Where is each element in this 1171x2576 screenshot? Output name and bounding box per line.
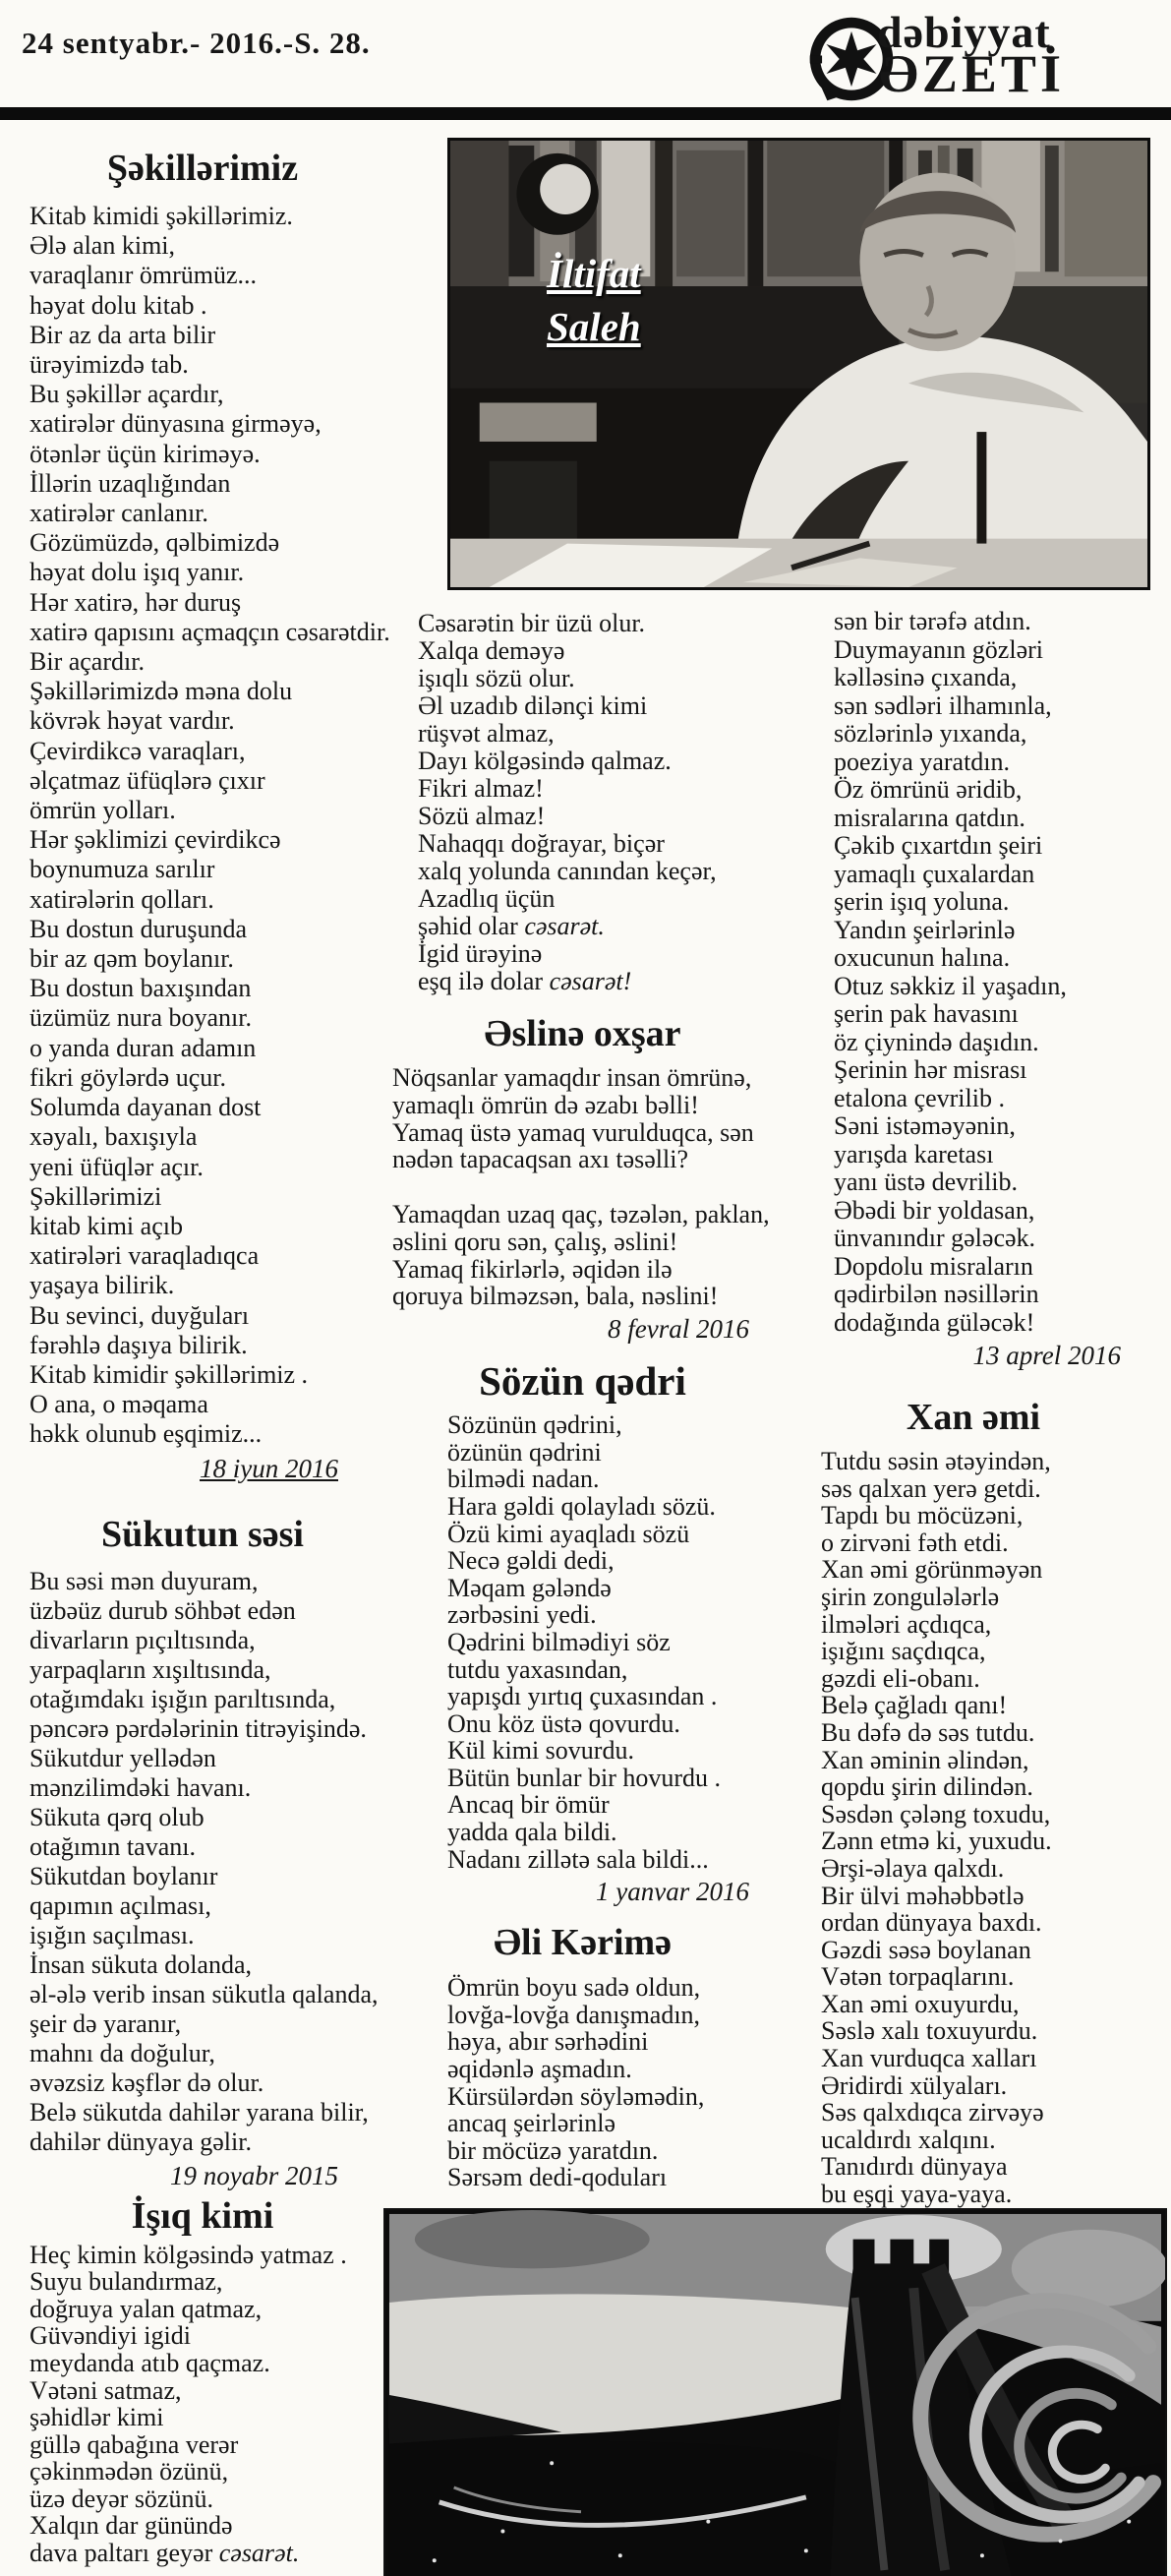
poem-line: Çəkib çıxartdın şeiri bbox=[834, 831, 1043, 860]
poem-line: Sükuta qərq olub bbox=[29, 1802, 205, 1831]
poem-line: Tutdu səsin ətəyindən, bbox=[821, 1447, 1051, 1475]
poem-line: Bu şəkillər açardır, bbox=[29, 380, 224, 409]
poem-line: xəyalı, baxışıyla bbox=[29, 1122, 198, 1152]
poem-line: Öz ömrünü əridib, bbox=[834, 775, 1023, 804]
middle-column bbox=[388, 608, 777, 2191]
poem-line: meydanda atıb qaçmaz. bbox=[29, 2348, 270, 2377]
poem-line: eşq ilə dolar cəsarət! bbox=[418, 967, 632, 995]
poem-line: Zənn etmə ki, yuxudu. bbox=[821, 1827, 1052, 1856]
poem-line: bilmədi nadan. bbox=[447, 1465, 600, 1494]
photo-caption-name-line1: İltifat bbox=[547, 251, 641, 296]
poem-line: zərbəsini yedi. bbox=[447, 1600, 597, 1630]
poem-line: ötənlər üçün kiriməyə. bbox=[29, 439, 261, 468]
poem-line: Solumda dayanan dost bbox=[29, 1093, 262, 1122]
poem-line: xatirə qapısını açmaqçın cəsarətdir. bbox=[29, 617, 390, 646]
poem-line: ordan dünyaya baxdı. bbox=[821, 1908, 1042, 1938]
poem-line: Hər xatirə, hər duruş bbox=[29, 587, 242, 617]
poem-line: İllərin uzaqlığından bbox=[29, 468, 231, 498]
bottom-artwork-image bbox=[385, 2210, 1165, 2576]
poem-date: 13 aprel 2016 bbox=[972, 1341, 1121, 1370]
poem-line: Əridirdi xülyaları. bbox=[821, 2070, 1008, 2100]
poem-line: əslini qoru sən, çalış, əslini! bbox=[392, 1227, 678, 1256]
poem-line: O ana, o məqama bbox=[29, 1390, 208, 1419]
poem-title: Sükutun səsi bbox=[101, 1513, 304, 1555]
poem-section bbox=[18, 1512, 387, 2191]
poem-line: İgid ürəyinə bbox=[418, 939, 543, 968]
poem-line: ancaq şeirlərinlə bbox=[447, 2109, 616, 2138]
poem-line: öz çiynində daşıdın. bbox=[834, 1027, 1039, 1056]
poem-line: Səni istəməyənin, bbox=[834, 1111, 1016, 1140]
poem-line: Suyu bulandırmaz, bbox=[29, 2267, 223, 2297]
poem-line: Sözünün qədrini, bbox=[447, 1410, 622, 1440]
poem-line: Xan əmi görünməyən bbox=[821, 1555, 1043, 1585]
poem-line: yadda qala bildi. bbox=[447, 1818, 617, 1847]
poem-line: Bu dostun duruşunda bbox=[29, 914, 247, 943]
poem-line: ömrün yolları. bbox=[29, 796, 176, 825]
poem-title: Sözün qədri bbox=[479, 1358, 686, 1405]
poem-line: Bu sevinci, duyğuları bbox=[29, 1300, 250, 1330]
poem-line: Xan əminin əlindən, bbox=[821, 1745, 1029, 1774]
poem-line: Özü kimi ayaqladı sözü bbox=[447, 1519, 690, 1548]
poem-line: Gəzdi səsə boylanan bbox=[821, 1935, 1031, 1964]
poem-line: ilmələri açdıqca, bbox=[821, 1609, 992, 1639]
poem-line: Belə sükutda dahilər yarana bilir, bbox=[29, 2097, 369, 2127]
poem-line bbox=[388, 1173, 777, 1201]
poem-line: güllə qabağına verər bbox=[29, 2429, 239, 2459]
poem-line: bir az qəm boylanır. bbox=[29, 944, 234, 974]
poem-line: çəkinmədən özünü, bbox=[29, 2457, 229, 2486]
poem-line: ucaldırdı xalqını. bbox=[821, 2125, 996, 2154]
poem-line: Belə çağladı qanı! bbox=[821, 1691, 1008, 1720]
poem-line: Xalqın dar günündə bbox=[29, 2511, 233, 2541]
poem-line: Dayı kölgəsində qalmaz. bbox=[418, 747, 672, 775]
poem-line: yeni üfüqlər açır. bbox=[29, 1152, 204, 1181]
poem-title: Şəkillərimiz bbox=[106, 148, 299, 189]
poem-line: Dopdolu misraların bbox=[834, 1251, 1033, 1281]
poem-line: Bir az da arta bilir bbox=[29, 320, 216, 349]
poem-line: yaşaya bilirik. bbox=[29, 1271, 175, 1300]
poem-section bbox=[388, 610, 777, 995]
poem-line: üzümüz nura boyanır. bbox=[29, 1003, 252, 1033]
poem-line: Əbədi bir yoldasan, bbox=[834, 1195, 1035, 1225]
logo-word-debiyyat: dəbiyyat bbox=[877, 7, 1051, 57]
poem-line: tutdu yaxasından, bbox=[447, 1654, 628, 1684]
poem-line: fərəhlə daşıya bilirik. bbox=[29, 1330, 248, 1359]
poet-photo bbox=[447, 138, 1150, 590]
poem-line: nədən tapacaqsan axı təsəlli? bbox=[392, 1145, 689, 1174]
poem-line: Səslə xalı toxuyurdu. bbox=[821, 2016, 1038, 2046]
poem-line: həya, abır sərhədini bbox=[447, 2027, 649, 2057]
poem-line: boynumuza sarılır bbox=[29, 855, 215, 884]
poem-line: Vətən torpaqlarını. bbox=[821, 1962, 1015, 1992]
poem-line: ürəyimizdə tab. bbox=[29, 350, 189, 380]
poem-line: poeziya yaratdın. bbox=[834, 747, 1011, 776]
poem-line: əqidənlə aşmadın. bbox=[447, 2055, 632, 2084]
poem-line: yanı üstə devrilib. bbox=[834, 1168, 1019, 1196]
poem-line: səs qalxan yerə getdi. bbox=[821, 1473, 1041, 1503]
poem-line: Hara gəldi qolayladı sözü. bbox=[447, 1491, 716, 1521]
poem-line: fikri göylərdə uçur. bbox=[29, 1062, 226, 1092]
poem-line: misralarına qatdın. bbox=[834, 803, 1025, 832]
poem-line: Fikri almaz! bbox=[418, 774, 544, 803]
poem-line: Məqam gələndə bbox=[447, 1573, 612, 1602]
poem-line: rüşvət almaz, bbox=[418, 719, 555, 748]
poem-line: əvəzsiz kəşflər də olur. bbox=[29, 2067, 264, 2097]
poem-line: xatirələrin qolları. bbox=[29, 884, 214, 914]
poem-line: bu eşqi yaya-yaya. bbox=[821, 2180, 1013, 2209]
poem-line: şirin zongulələrlə bbox=[821, 1582, 1000, 1611]
poem-line: Yamaq üstə yamaq vurulduqca, sən bbox=[392, 1117, 754, 1147]
issue-date: 24 sentyabr.- 2016.-S. 28. bbox=[22, 26, 371, 60]
poem-line: xatirələr canlanır. bbox=[29, 499, 208, 528]
poem-line: Yamaq fikirlərlə, əqidən ilə bbox=[392, 1254, 673, 1284]
poem-line: Nadanı zillətə sala bildi... bbox=[447, 1844, 709, 1874]
poem-line: etalona çevrilib . bbox=[834, 1083, 1005, 1112]
poem-line: yarpaqların xışıltısında, bbox=[29, 1654, 271, 1684]
poem-line: Xan vurduqca xalları bbox=[821, 2044, 1037, 2073]
poem-line: Şəkillərimizdə məna dolu bbox=[29, 677, 293, 706]
poem-line: gəzdi eli-obanı. bbox=[821, 1663, 980, 1693]
poem-line: oxucunun halına. bbox=[834, 943, 1011, 972]
poem-line: Tanıdırdı dünyaya bbox=[821, 2152, 1008, 2182]
poem-line: şəhidlər kimi bbox=[29, 2403, 164, 2432]
poem-line: xalq yolunda canından keçər, bbox=[418, 857, 717, 885]
poem-line: Duymayanın gözləri bbox=[834, 634, 1043, 664]
poem-line: doğruya yalan qatmaz, bbox=[29, 2294, 263, 2323]
left-column bbox=[18, 138, 390, 2568]
poem-line: Kitab kimidir şəkillərimiz . bbox=[29, 1359, 309, 1389]
poem-line: yamaqlı ömrün də əzabı bəlli! bbox=[392, 1090, 699, 1119]
poem-section bbox=[777, 608, 1170, 1371]
poem-line: həyat dolu kitab . bbox=[29, 290, 207, 320]
photo-caption bbox=[547, 247, 641, 353]
poem-line: Sükutdan boylanır bbox=[29, 1861, 218, 1890]
poem-line: Şerinin hər misrası bbox=[834, 1055, 1027, 1084]
poem-line: otağımdakı işığın parıltısında, bbox=[29, 1684, 336, 1713]
poem-line: mənzilimdəki havanı. bbox=[29, 1772, 252, 1802]
poem-line: Kül kimi sovurdu. bbox=[447, 1736, 634, 1766]
poem-line: xatirələri varaqladıqca bbox=[29, 1241, 260, 1271]
poem-line: yamaqlı çuxalardan bbox=[834, 859, 1035, 888]
poem-title: Xan əmi bbox=[906, 1397, 1041, 1438]
poem-line: Kitab kimidi şəkillərimiz. bbox=[29, 202, 293, 230]
poem-line: bir möcüzə yaratdın. bbox=[447, 2135, 659, 2165]
poem-line: yarışda karetası bbox=[834, 1139, 994, 1168]
poem-line: dava paltarı geyər cəsarət. bbox=[29, 2539, 300, 2568]
poem-line: yapışdı yırtıq çuxasından . bbox=[447, 1682, 718, 1711]
logo-word-qezeti: ƏZETİ bbox=[879, 44, 1065, 103]
poem-title: Əslinə oxşar bbox=[484, 1013, 681, 1054]
poem-title: İşıq kimi bbox=[131, 2194, 274, 2237]
poem-line: lovğa-lovğa danışmadın, bbox=[447, 2000, 701, 2029]
poem-line: Sözü almaz! bbox=[418, 802, 546, 830]
poem-line: mahnı da doğulur, bbox=[29, 2038, 215, 2067]
poem-line: Qədrini bilmədiyi söz bbox=[447, 1627, 671, 1656]
poem-line: əlçatmaz üfüqlərə çıxır bbox=[29, 765, 265, 795]
poem-line: xatirələr dünyasına girməyə, bbox=[29, 409, 322, 439]
poem-line: həyat dolu işıq yanır. bbox=[29, 558, 245, 587]
poem-line: Səs qalxdıqca zirvəyə bbox=[821, 2098, 1044, 2127]
poem-line: şeir də yaranır, bbox=[29, 2008, 182, 2038]
poem-line: Necə gəldi dedi, bbox=[447, 1546, 615, 1576]
poem-line: Onu köz üstə qovurdu. bbox=[447, 1708, 680, 1738]
right-column bbox=[777, 608, 1170, 2243]
poem-line: sən sədləri ilhamınla, bbox=[834, 690, 1052, 720]
poem-line: əl-ələ verib insan sükutla qalanda, bbox=[29, 1979, 379, 2008]
poem-line: özünün qədrini bbox=[447, 1437, 602, 1467]
poem-section bbox=[388, 1358, 777, 1907]
poem-date: 8 fevral 2016 bbox=[608, 1314, 749, 1345]
poem-line: şerin pak havasını bbox=[834, 999, 1019, 1028]
poem-section bbox=[18, 146, 390, 1484]
poem-section bbox=[388, 1920, 777, 2191]
poem-section bbox=[388, 1011, 777, 1345]
poem-line: Otuz səkkiz il yaşadın, bbox=[834, 971, 1067, 1000]
poem-line: işığın saçılması. bbox=[29, 1920, 195, 1949]
poet-photo-image bbox=[450, 141, 1147, 587]
poem-line: qoruya bilməzsən, bala, nəslini! bbox=[392, 1282, 719, 1311]
poem-date: 1 yanvar 2016 bbox=[596, 1877, 749, 1907]
poem-line: qapımın açılması, bbox=[29, 1890, 211, 1920]
poem-line: Gözümüzdə, qəlbimizdə bbox=[29, 528, 280, 558]
photo-caption-name-line2: Saleh bbox=[547, 304, 641, 349]
poem-line: Vətəni satmaz, bbox=[29, 2375, 182, 2405]
bottom-artwork bbox=[383, 2208, 1167, 2576]
poem-line: Bu dəfə də səs tutdu. bbox=[821, 1717, 1035, 1747]
poem-line: Nöqsanlar yamaqdır insan ömrünə, bbox=[392, 1063, 752, 1092]
poem-line: Xan əmi oxuyurdu, bbox=[821, 1989, 1020, 2018]
poem-line: ünvanındır gələcək. bbox=[834, 1224, 1036, 1252]
poem-line: Ələ alan kimi, bbox=[29, 231, 176, 261]
poem-line: işıqlı sözü olur. bbox=[418, 664, 575, 692]
poem-line: şerin işıq yoluna. bbox=[834, 887, 1010, 916]
poem-line: qopdu şirin dilindən. bbox=[821, 1772, 1033, 1802]
poem-line: Sükutdur yellədən bbox=[29, 1743, 216, 1772]
poem-line: Əl uzadıb dilənçi kimi bbox=[418, 691, 648, 720]
poem-line: üzə deyər sözünü. bbox=[29, 2484, 213, 2513]
poem-date: 18 iyun 2016 bbox=[200, 1453, 338, 1483]
poem-title: Əli Kərimə bbox=[493, 1922, 673, 1964]
poem-line: Azadlıq üçün bbox=[418, 884, 556, 913]
poem-line: Çevirdikcə varaqları, bbox=[29, 736, 246, 765]
poem-line: Yandın şeirlərinlə bbox=[834, 915, 1016, 944]
poem-line: işığını saçdıqca, bbox=[821, 1637, 986, 1666]
poem-line: Xalqa deməyə bbox=[418, 636, 565, 665]
poem-line: Şəkillərimizi bbox=[29, 1181, 162, 1211]
poem-line: Yamaqdan uzaq qaç, təzələn, paklan, bbox=[392, 1199, 770, 1228]
poem-line: Kürsülərdən söyləmədin, bbox=[447, 2081, 705, 2111]
poem-line: varaqlanır ömrümüz... bbox=[29, 261, 258, 290]
poem-line: Sərsəm dedi-qoduları bbox=[447, 2163, 668, 2192]
poem-line: Heç kimin kölgəsində yatmaz . bbox=[29, 2240, 347, 2269]
poem-line: sən bir tərəfə atdın. bbox=[834, 607, 1031, 635]
poem-line: Ömrün boyu sadə oldun, bbox=[447, 1973, 701, 2003]
poem-date: 19 noyabr 2015 bbox=[170, 2160, 338, 2190]
poem-line: Tapdı bu möcüzəni, bbox=[821, 1501, 1024, 1530]
newspaper-logo bbox=[808, 4, 1152, 102]
poem-line: dodağında güləcək! bbox=[834, 1307, 1035, 1337]
poem-line: üzbəüz durub söhbət edən bbox=[29, 1595, 296, 1625]
poem-line: kəlləsinə çıxanda, bbox=[834, 663, 1018, 691]
poem-line: Bir ülvi məhəbbətlə bbox=[821, 1881, 1025, 1910]
poem-line: Cəsarətin bir üzü olur. bbox=[418, 609, 646, 637]
poem-line: o zirvəni fəth etdi. bbox=[821, 1528, 1009, 1557]
poem-line: pəncərə pərdələrinin titrəyişində. bbox=[29, 1713, 367, 1743]
poem-line: kitab kimi açıb bbox=[29, 1211, 183, 1240]
poem-line: otağımın tavanı. bbox=[29, 1831, 196, 1861]
poem-line: Bu səsi mən duyuram, bbox=[29, 1566, 259, 1595]
poem-line: qədirbilən nəsillərin bbox=[834, 1280, 1039, 1308]
header-divider-rule bbox=[0, 107, 1171, 120]
poem-line: sözlərinlə yıxanda, bbox=[834, 719, 1027, 748]
poem-line: Hər şəklimizi çevirdikcə bbox=[29, 825, 281, 855]
poem-section bbox=[777, 1395, 1170, 2243]
poem-section bbox=[18, 2193, 387, 2567]
poem-line: Güvəndiyi igidi bbox=[29, 2321, 191, 2351]
poem-line: Ancaq bir ömür bbox=[447, 1790, 610, 1820]
poem-line: Bu dostun baxışından bbox=[29, 974, 252, 1003]
poem-line: şəhid olar cəsarət. bbox=[418, 912, 605, 940]
poem-line: Səsdən çələng toxudu, bbox=[821, 1799, 1051, 1828]
poem-line: İnsan sükuta dolanda, bbox=[29, 1949, 253, 1979]
poem-line: Bütün bunlar bir hovurdu . bbox=[447, 1763, 722, 1792]
poem-line: Bir açardır. bbox=[29, 647, 145, 677]
poem-line: Nahaqqı doğrayar, biçər bbox=[418, 829, 665, 858]
poem-line: dahilər dünyaya gəlir. bbox=[29, 2127, 252, 2156]
poem-line: kövrək həyat vardır. bbox=[29, 706, 235, 736]
poem-line: həkk olunub eşqimiz... bbox=[29, 1419, 263, 1449]
poem-line: Ərşi-əlaya qalxdı. bbox=[821, 1853, 1005, 1883]
poem-line: o yanda duran adamın bbox=[29, 1033, 257, 1062]
poem-line: divarların pıçıltısında, bbox=[29, 1625, 256, 1654]
